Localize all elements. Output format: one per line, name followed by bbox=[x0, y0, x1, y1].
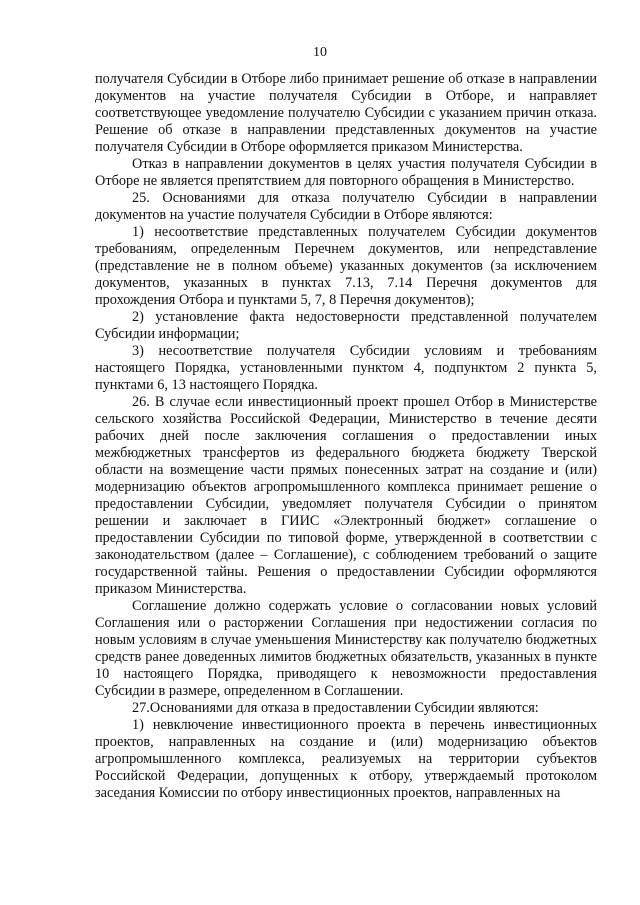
page-number: 10 bbox=[313, 45, 327, 60]
paragraph-continuation: получателя Субсидии в Отборе либо принимает решение об отказе в направлении документов на участие получателя Субсидии в Отборе, и направляет соответствующее уведомление получателю Субсидии с указанием причин отказа. Решение об отказе в направлении представленных документов на участие получателя Субсидии в Отборе оформляется приказом Министерства. bbox=[95, 71, 597, 155]
paragraph-clause-27-item-1: 1) невключение инвестиционного проекта в перечень инвестиционных проектов, направленных на создание и (или) модернизацию объектов агропромышленного комплекса, реализуемых на территории субъектов Российской Федерации, допущенных к отбору, утверждаемый протоколом заседания Комиссии по отбору инвестиционных проектов, направленных на bbox=[95, 717, 597, 801]
paragraph-clause-25-item-3: 3) несоответствие получателя Субсидии условиям и требованиям настоящего Порядка, установленными пунктом 4, подпунктом 2 пункта 5, пунктами 6, 13 настоящего Порядка. bbox=[95, 343, 597, 393]
paragraph-refusal-note: Отказ в направлении документов в целях участия получателя Субсидии в Отборе не является препятствием для повторного обращения в Министерство. bbox=[95, 156, 597, 189]
paragraph-clause-25: 25. Основаниями для отказа получателю Субсидии в направлении документов на участие получателя Субсидии в Отборе являются: bbox=[95, 190, 597, 223]
paragraph-clause-26: 26. В случае если инвестиционный проект прошел Отбор в Министерстве сельского хозяйства Российской Федерации, Министерство в течение десяти рабочих дней после заключения соглашения о предоставлении иных межбюджетных трансфертов из федерального бюджета бюджету Тверской области на возмещение части прямых понесенных затрат на создание и (или) модернизацию объектов агропромышленного комплекса принимает решение о предоставлении Субсидии, уведомляет получателя Субсидии о принятом решении и заключает в ГИИС «Электронный бюджет» соглашение о предоставлении Субсидии по типовой форме, утвержденной в соответствии с законодательством (далее – Соглашение), с соблюдением требований о защите государственной тайны. Решения о предоставлении Субсидии оформляются приказом Министерства. bbox=[95, 394, 597, 597]
paragraph-clause-25-item-2: 2) установление факта недостоверности представленной получателем Субсидии информации; bbox=[95, 309, 597, 342]
paragraph-agreement-condition: Соглашение должно содержать условие о согласовании новых условий Соглашения или о расторжении Соглашения при недостижении согласия по новым условиям в случае уменьшения Министерству как получателю бюджетных средств ранее доведенных лимитов бюджетных обязательств, указанных в пункте 10 настоящего Порядка, приводящего к невозможности предоставления Субсидии в размере, определенном в Соглашении. bbox=[95, 598, 597, 699]
paragraph-clause-25-item-1: 1) несоответствие представленных получателем Субсидии документов требованиям, определенным Перечнем документов, или непредставление (представление не в полном объеме) указанных документов (за исключением документов, указанных в пунктах 7.13, 7.14 Перечня документов для прохождения Отбора и пунктами 5, 7, 8 Перечня документов); bbox=[95, 224, 597, 308]
paragraph-clause-27: 27.Основаниями для отказа в предоставлении Субсидии являются: bbox=[132, 700, 539, 716]
document-body bbox=[95, 71, 597, 802]
